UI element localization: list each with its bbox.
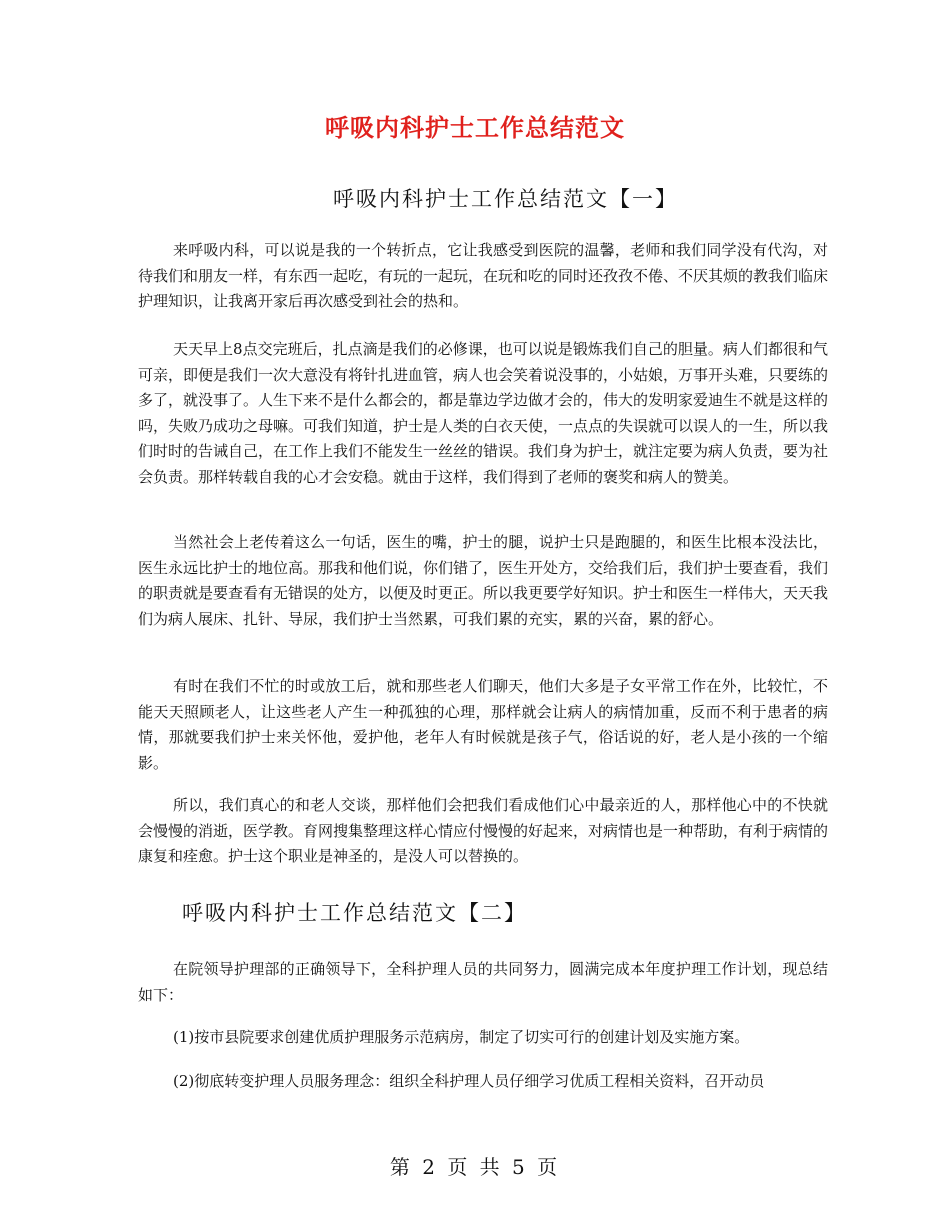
paragraph: 有时在我们不忙的时或放工后，就和那些老人们聊天，他们大多是子女平常工作在外，比较忙，不能天天照顾老人，让这些老人产生一种孤独的心理，那样就会让病人的病情加重，反而不利于患者的病情，那就要我们护士来关怀他，爱护他，老年人有时候就是孩子气，俗话说的好，老人是小孩的一个缩影。 (138, 677, 828, 772)
list-item: (2)彻底转变护理人员服务理念：组织全科护理人员仔细学习优质工程相关资料，召开动员 (173, 1072, 765, 1090)
paragraph: 当然社会上老传着这么一句话，医生的嘴，护士的腿，说护士只是跑腿的，和医生比根本没法比，医生永远比护士的地位高。那我和他们说，你们错了，医生开处方，交给我们后，我们护士要查看，我们的职责就是要查看有无错误的处方，以便及时更正。所以我更要学好知识。护士和医生一样伟大，天天我们为病人展床、扎针、导尿，我们护士当然累，可我们累的充实，累的兴奋，累的舒心。 (138, 533, 829, 628)
list-item: (1)按市县院要求创建优质护理服务示范病房，制定了切实可行的创建计划及实施方案。 (173, 1028, 750, 1046)
section-heading-2: 呼吸内科护士工作总结范文【二】 (182, 901, 527, 925)
section-heading-1: 呼吸内科护士工作总结范文【一】 (333, 187, 678, 211)
paragraph: 在院领导护理部的正确领导下，全科护理人员的共同努力，圆满完成本年度护理工作计划，现总结如下： (138, 960, 828, 1004)
document-title: 呼吸内科护士工作总结范文 (325, 114, 625, 142)
paragraph: 天天早上8点交完班后，扎点滴是我们的必修课，也可以说是锻炼我们自己的胆量。病人们都很和气可亲，即便是我们一次大意没有将针扎进血管，病人也会笑着说没事的，小姑娘，万事开头难，只要练的多了，就没事了。人生下来不是什么都会的，都是靠边学边做才会的，伟大的发明家爱迪生不就是这样的吗，失败乃成功之母嘛。可我们知道，护士是人类的白衣天使，一点点的失误就可以误人的一生，所以我们时时的告诫自己，在工作上我们不能发生一丝丝的错误。我们身为护士，就注定要为病人负责，要为社会负责。那样转载自我的心才会安稳。就由于这样，我们得到了老师的褒奖和病人的赞美。 (138, 340, 829, 486)
paragraph: 来呼吸内科，可以说是我的一个转折点，它让我感受到医院的温馨，老师和我们同学没有代沟，对待我们和朋友一样，有东西一起吃，有玩的一起玩，在玩和吃的同时还孜孜不倦、不厌其烦的教我们临床护理知识，让我离开家后再次感受到社会的热和。 (138, 241, 829, 310)
page-number: 第 2 页 共 5 页 (389, 1155, 561, 1179)
paragraph: 所以，我们真心的和老人交谈，那样他们会把我们看成他们心中最亲近的人，那样他心中的不快就会慢慢的消逝，医学教。育网搜集整理这样心情应付慢慢的好起来，对病情也是一种帮助，有利于病情的康复和痊愈。护士这个职业是神圣的，是没人可以替换的。 (138, 796, 829, 865)
